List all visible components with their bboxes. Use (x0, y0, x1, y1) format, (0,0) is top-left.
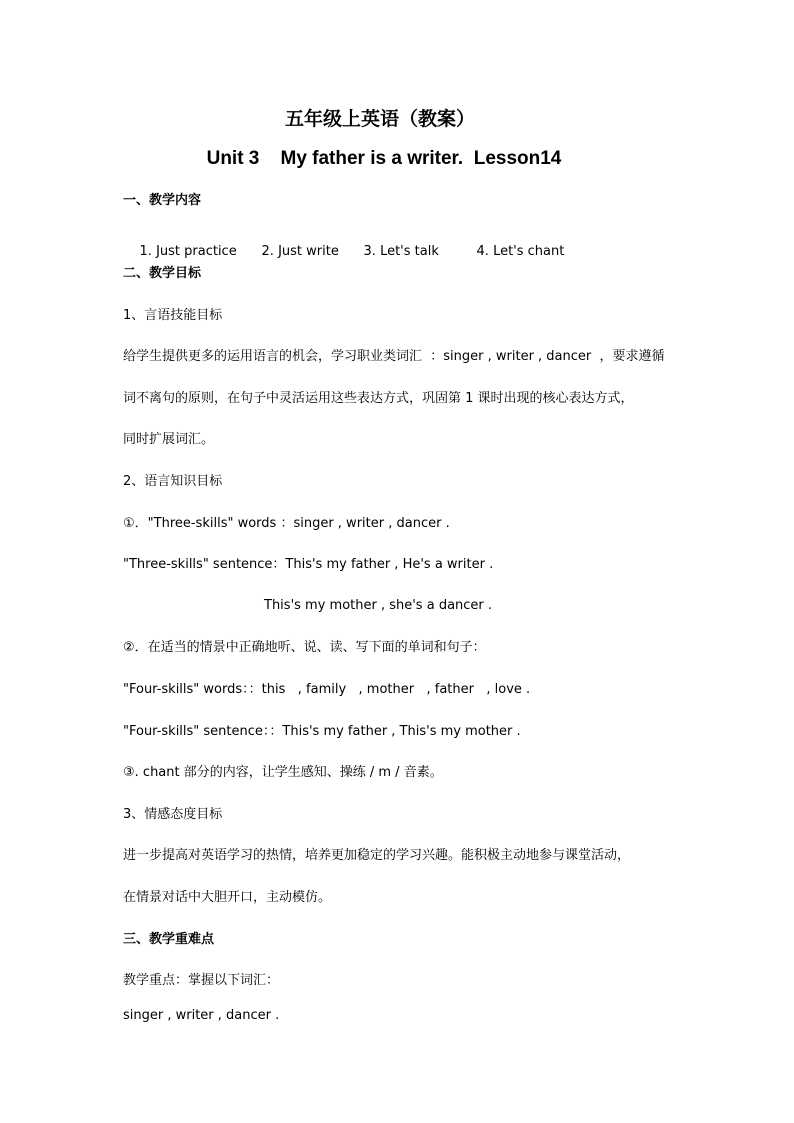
content-item: 4. Let's chant (476, 244, 565, 259)
subheading-language-knowledge: 2、语言知识目标 (123, 474, 223, 489)
list-item: "Four-skills" sentence：：This's my father , This's my mother . (123, 724, 521, 739)
paragraph-line: 进一步提高对英语学习的热情，培养更加稳定的学习兴趣。能积极主动地参与课堂活动， (123, 848, 631, 863)
content-item: 2. Just write (261, 244, 339, 259)
document-title-english: Unit 3 My father is a writer. Lesson14 (206, 148, 562, 169)
paragraph-line: 给学生提供更多的运用语言的机会，学习职业类词汇 ：singer , writer , dancer ，要求遵循 (123, 349, 665, 364)
content-item: 1. Just practice (139, 244, 237, 259)
paragraph-line: 教学重点：掌握以下词汇： (123, 973, 280, 988)
list-item: ①．"Three-skills" words ：singer , writer , dancer . (123, 516, 450, 531)
list-item: ③. chant 部分的内容，让学生感知、操练 / m / 音素。 (123, 765, 443, 780)
list-item: This's my mother , she's a dancer . (264, 598, 493, 613)
paragraph-line: 在情景对话中大胆开口，主动模仿。 (123, 890, 332, 905)
paragraph-line: singer , writer , dancer . (123, 1008, 280, 1023)
content-item: 3. Let's talk (363, 244, 439, 259)
paragraph-line: 词不离句的原则，在句子中灵活运用这些表达方式，巩固第 1 课时出现的核心表达方式， (123, 391, 634, 406)
list-item: "Four-skills" words：：this , family , mother , father , love . (123, 682, 531, 697)
list-item: ②．在适当的情景中正确地听、说、读、写下面的单词和句子： (123, 640, 486, 655)
subheading-attitude: 3、情感态度目标 (123, 807, 223, 822)
list-item: "Three-skills" sentence：This's my father , He's a writer . (123, 557, 494, 572)
document-title-chinese: 五年级上英语（教案） (284, 108, 475, 130)
section-heading-goals: 二、教学目标 (123, 266, 202, 281)
section-heading-content: 一、教学内容 (123, 193, 202, 208)
subheading-language-skills: 1、言语技能目标 (123, 308, 223, 323)
section-heading-key-points: 三、教学重难点 (123, 932, 215, 947)
paragraph-line: 同时扩展词汇。 (123, 432, 215, 447)
